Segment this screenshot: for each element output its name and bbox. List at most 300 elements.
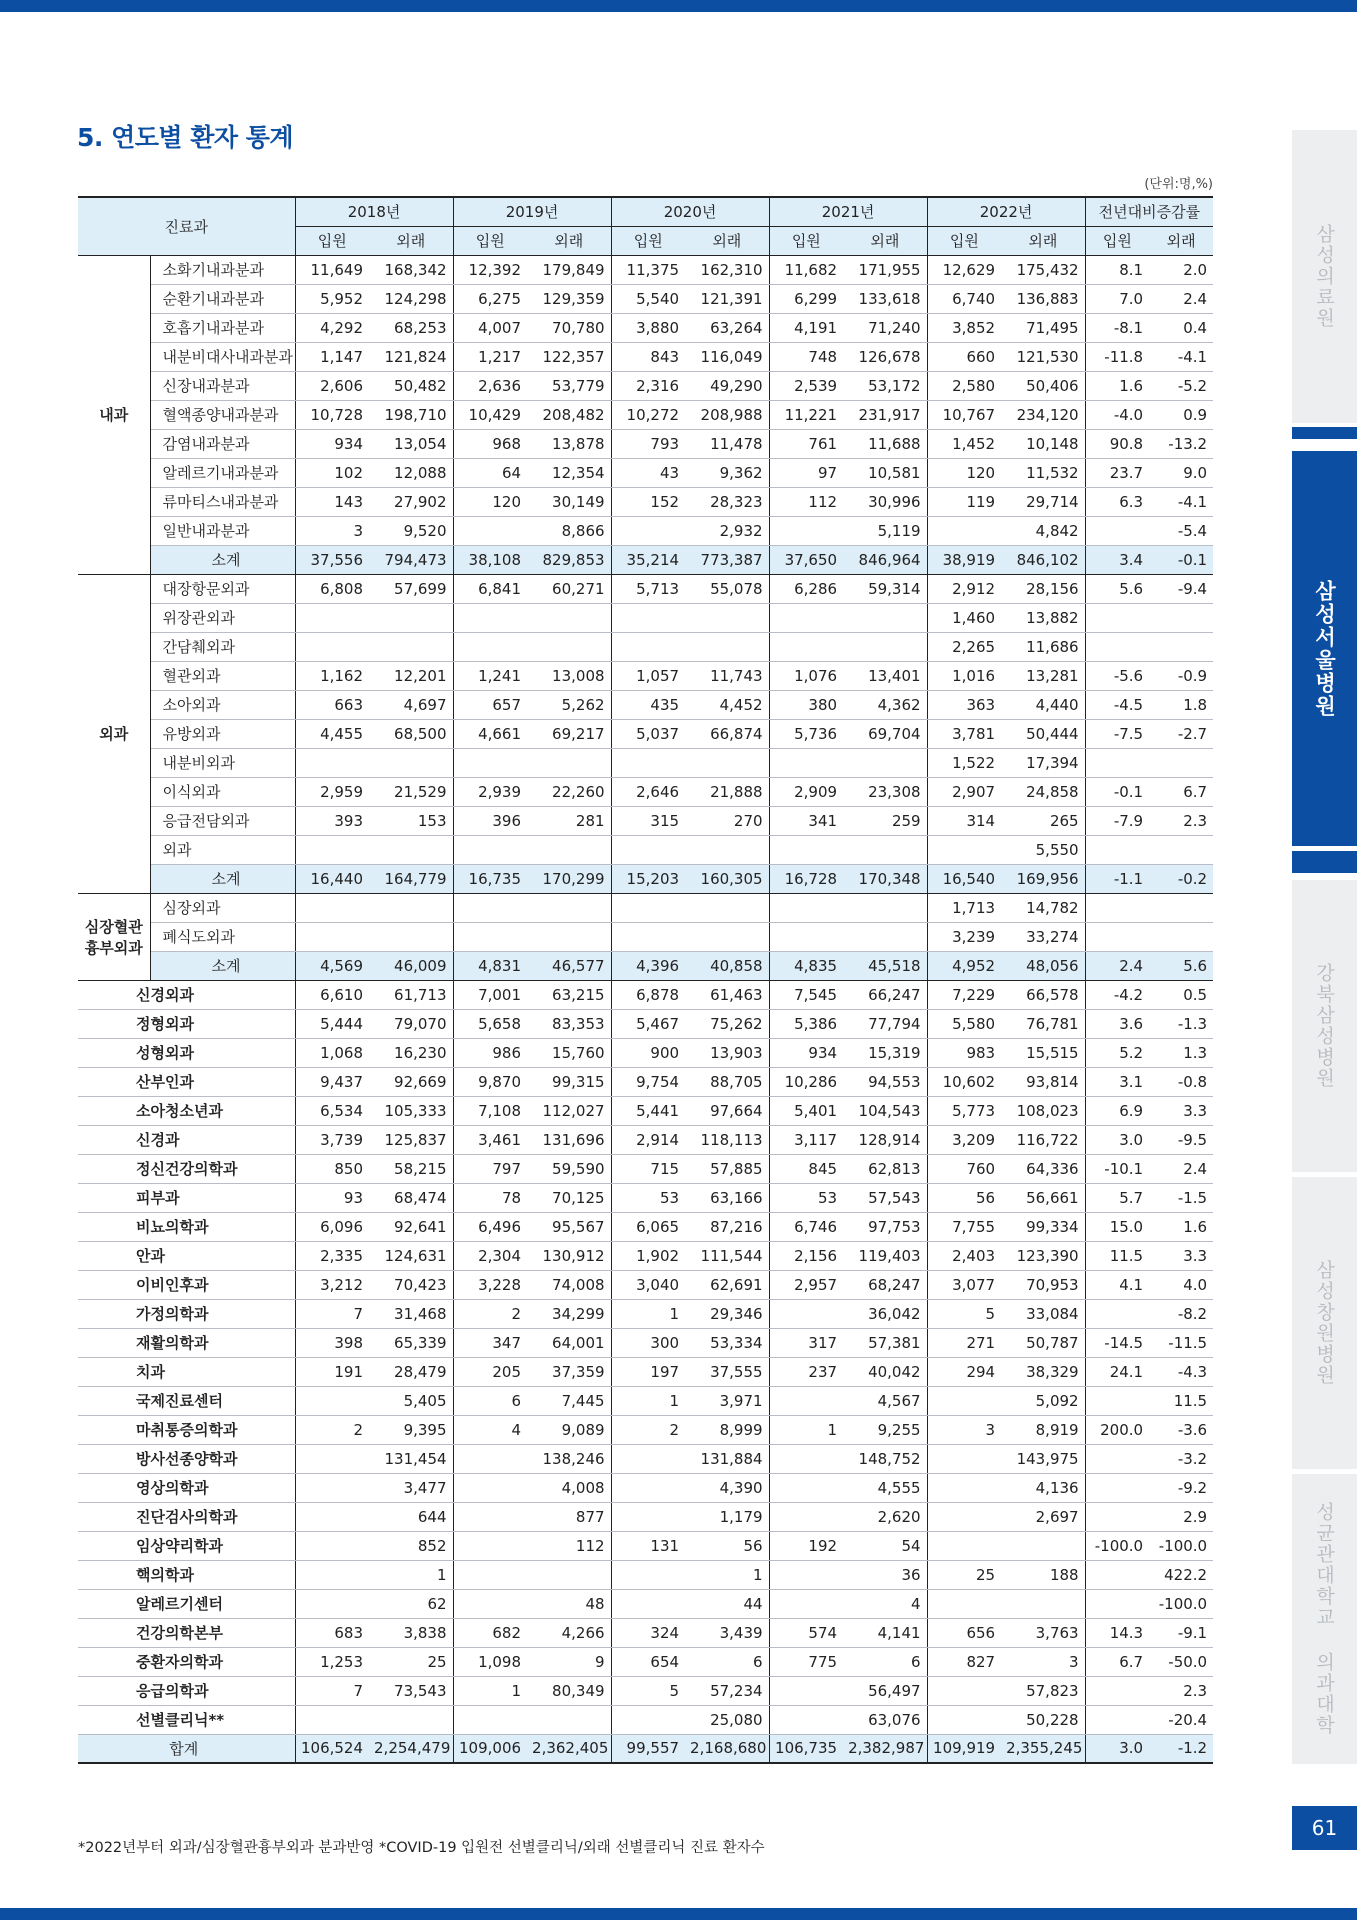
value-cell: 4,191 bbox=[769, 313, 843, 342]
value-cell: 83,353 bbox=[527, 1009, 611, 1038]
value-cell: 10,602 bbox=[927, 1067, 1001, 1096]
value-cell bbox=[295, 893, 369, 922]
value-cell: 1,217 bbox=[453, 342, 527, 371]
category-cell: 내과 bbox=[78, 255, 150, 574]
table-row bbox=[78, 1386, 1213, 1415]
value-cell: 4 bbox=[843, 1589, 927, 1618]
value-cell: 131,884 bbox=[685, 1444, 769, 1473]
value-cell: -7.9 bbox=[1085, 806, 1149, 835]
value-cell: -5.2 bbox=[1149, 371, 1213, 400]
value-cell bbox=[295, 1560, 369, 1589]
value-cell: 164,779 bbox=[369, 864, 453, 893]
value-cell: -14.5 bbox=[1085, 1328, 1149, 1357]
value-cell: 3.0 bbox=[1085, 1734, 1149, 1763]
value-cell: 4,455 bbox=[295, 719, 369, 748]
value-cell: 3.3 bbox=[1149, 1241, 1213, 1270]
subdept-name: 응급전담외과 bbox=[150, 806, 295, 835]
subdept-name: 소화기내과분과 bbox=[150, 255, 295, 284]
header-inpatient: 입원 bbox=[769, 226, 843, 255]
value-cell: 28,323 bbox=[685, 487, 769, 516]
patient-stats-table bbox=[78, 196, 1213, 1764]
table-row bbox=[78, 893, 1213, 922]
value-cell bbox=[611, 1444, 685, 1473]
value-cell: 119 bbox=[927, 487, 1001, 516]
value-cell: 112 bbox=[527, 1531, 611, 1560]
value-cell: 6.9 bbox=[1085, 1096, 1149, 1125]
value-cell bbox=[769, 922, 843, 951]
value-cell bbox=[453, 835, 527, 864]
value-cell: 192 bbox=[769, 1531, 843, 1560]
value-cell: 2.0 bbox=[1149, 255, 1213, 284]
value-cell: 6,610 bbox=[295, 980, 369, 1009]
value-cell bbox=[295, 1589, 369, 1618]
value-cell bbox=[295, 748, 369, 777]
value-cell: 131 bbox=[611, 1531, 685, 1560]
value-cell bbox=[453, 1589, 527, 1618]
dept-name: 알레르기센터 bbox=[78, 1589, 295, 1618]
value-cell: 2,620 bbox=[843, 1502, 927, 1531]
table-row bbox=[78, 980, 1213, 1009]
value-cell: 2,403 bbox=[927, 1241, 1001, 1270]
value-cell: 68,474 bbox=[369, 1183, 453, 1212]
value-cell: 271 bbox=[927, 1328, 1001, 1357]
value-cell: 1 bbox=[611, 1386, 685, 1415]
value-cell: -4.5 bbox=[1085, 690, 1149, 719]
value-cell: 105,333 bbox=[369, 1096, 453, 1125]
value-cell: 793 bbox=[611, 429, 685, 458]
value-cell: 175,432 bbox=[1001, 255, 1085, 284]
value-cell: 122,357 bbox=[527, 342, 611, 371]
dept-name: 정신건강의학과 bbox=[78, 1154, 295, 1183]
value-cell: 7,545 bbox=[769, 980, 843, 1009]
header-outpatient: 외래 bbox=[1149, 226, 1213, 255]
value-cell: 1 bbox=[611, 1299, 685, 1328]
value-cell: 654 bbox=[611, 1647, 685, 1676]
value-cell bbox=[369, 922, 453, 951]
value-cell: 10,272 bbox=[611, 400, 685, 429]
value-cell bbox=[769, 1589, 843, 1618]
value-cell: 1,016 bbox=[927, 661, 1001, 690]
value-cell: 7,108 bbox=[453, 1096, 527, 1125]
value-cell: 208,482 bbox=[527, 400, 611, 429]
value-cell bbox=[453, 1560, 527, 1589]
value-cell: 5,773 bbox=[927, 1096, 1001, 1125]
dept-name: 소아청소년과 bbox=[78, 1096, 295, 1125]
value-cell: 6,746 bbox=[769, 1212, 843, 1241]
value-cell: 1,076 bbox=[769, 661, 843, 690]
value-cell: 57,823 bbox=[1001, 1676, 1085, 1705]
value-cell: 112,027 bbox=[527, 1096, 611, 1125]
subdept-name: 소아외과 bbox=[150, 690, 295, 719]
value-cell: 120 bbox=[453, 487, 527, 516]
value-cell: 197 bbox=[611, 1357, 685, 1386]
value-cell: 7,445 bbox=[527, 1386, 611, 1415]
value-cell: 4,661 bbox=[453, 719, 527, 748]
value-cell: 574 bbox=[769, 1618, 843, 1647]
value-cell: 64 bbox=[453, 458, 527, 487]
value-cell: 71,240 bbox=[843, 313, 927, 342]
value-cell: 70,780 bbox=[527, 313, 611, 342]
value-cell: -8.2 bbox=[1149, 1299, 1213, 1328]
value-cell: 50,787 bbox=[1001, 1328, 1085, 1357]
value-cell bbox=[453, 603, 527, 632]
subdept-name: 혈액종양내과분과 bbox=[150, 400, 295, 429]
header-inpatient: 입원 bbox=[1085, 226, 1149, 255]
value-cell: 69,704 bbox=[843, 719, 927, 748]
value-cell: 5,119 bbox=[843, 516, 927, 545]
value-cell: 237 bbox=[769, 1357, 843, 1386]
value-cell: 4,008 bbox=[527, 1473, 611, 1502]
value-cell: 66,247 bbox=[843, 980, 927, 1009]
dept-name: 산부인과 bbox=[78, 1067, 295, 1096]
subdept-name: 외과 bbox=[150, 835, 295, 864]
value-cell: 63,076 bbox=[843, 1705, 927, 1734]
table-row bbox=[78, 632, 1213, 661]
dept-name: 신경과 bbox=[78, 1125, 295, 1154]
value-cell: 11,532 bbox=[1001, 458, 1085, 487]
value-cell: 170,299 bbox=[527, 864, 611, 893]
dept-name: 안과 bbox=[78, 1241, 295, 1270]
table-row bbox=[78, 1241, 1213, 1270]
total-label: 합계 bbox=[78, 1734, 295, 1763]
value-cell bbox=[685, 835, 769, 864]
table-row bbox=[78, 1415, 1213, 1444]
value-cell: -4.1 bbox=[1149, 487, 1213, 516]
value-cell: 1.6 bbox=[1149, 1212, 1213, 1241]
value-cell: 393 bbox=[295, 806, 369, 835]
dept-name: 응급의학과 bbox=[78, 1676, 295, 1705]
value-cell bbox=[769, 1560, 843, 1589]
value-cell: 53,334 bbox=[685, 1328, 769, 1357]
value-cell: 54 bbox=[843, 1531, 927, 1560]
value-cell: 121,530 bbox=[1001, 342, 1085, 371]
value-cell: 317 bbox=[769, 1328, 843, 1357]
dept-name: 진단검사의학과 bbox=[78, 1502, 295, 1531]
table-body bbox=[78, 255, 1213, 1763]
dept-name: 영상의학과 bbox=[78, 1473, 295, 1502]
header-year: 2018년 bbox=[295, 197, 453, 226]
value-cell: 0.9 bbox=[1149, 400, 1213, 429]
value-cell bbox=[769, 1705, 843, 1734]
value-cell bbox=[295, 1473, 369, 1502]
value-cell: 2,316 bbox=[611, 371, 685, 400]
value-cell: 24.1 bbox=[1085, 1357, 1149, 1386]
value-cell: 12,629 bbox=[927, 255, 1001, 284]
value-cell bbox=[1085, 748, 1149, 777]
table-row bbox=[78, 1009, 1213, 1038]
value-cell: 56 bbox=[685, 1531, 769, 1560]
value-cell: -100.0 bbox=[1149, 1589, 1213, 1618]
value-cell: 75,262 bbox=[685, 1009, 769, 1038]
value-cell bbox=[1149, 922, 1213, 951]
value-cell: 92,641 bbox=[369, 1212, 453, 1241]
value-cell: -0.9 bbox=[1149, 661, 1213, 690]
side-tab-skku-medicine[interactable] bbox=[1292, 1474, 1357, 1764]
value-cell: 8,999 bbox=[685, 1415, 769, 1444]
side-tab-samsung-seoul-hospital[interactable] bbox=[1292, 451, 1357, 846]
value-cell: 11,649 bbox=[295, 255, 369, 284]
value-cell: 934 bbox=[769, 1038, 843, 1067]
value-cell: 74,008 bbox=[527, 1270, 611, 1299]
dept-name: 임상약리학과 bbox=[78, 1531, 295, 1560]
bottom-accent-bar bbox=[0, 1908, 1357, 1920]
value-cell: 5,550 bbox=[1001, 835, 1085, 864]
value-cell bbox=[1149, 603, 1213, 632]
value-cell: 31,468 bbox=[369, 1299, 453, 1328]
value-cell: 112 bbox=[769, 487, 843, 516]
value-cell: -9.4 bbox=[1149, 574, 1213, 603]
header-year: 2020년 bbox=[611, 197, 769, 226]
value-cell: 2,697 bbox=[1001, 1502, 1085, 1531]
value-cell: 4,266 bbox=[527, 1618, 611, 1647]
side-tab-accent-bottom bbox=[1292, 851, 1357, 873]
value-cell: 104,543 bbox=[843, 1096, 927, 1125]
value-cell: 3,852 bbox=[927, 313, 1001, 342]
value-cell: 9,870 bbox=[453, 1067, 527, 1096]
value-cell bbox=[927, 1473, 1001, 1502]
value-cell: 70,125 bbox=[527, 1183, 611, 1212]
value-cell: -11.5 bbox=[1149, 1328, 1213, 1357]
side-tab-label: 삼성의료원 bbox=[1313, 224, 1335, 329]
value-cell: 1 bbox=[369, 1560, 453, 1589]
value-cell: 12,354 bbox=[527, 458, 611, 487]
value-cell: 102 bbox=[295, 458, 369, 487]
value-cell bbox=[927, 1676, 1001, 1705]
value-cell: -0.8 bbox=[1149, 1067, 1213, 1096]
value-cell bbox=[1001, 1589, 1085, 1618]
value-cell: 341 bbox=[769, 806, 843, 835]
table-row bbox=[78, 1212, 1213, 1241]
value-cell: 125,837 bbox=[369, 1125, 453, 1154]
value-cell bbox=[611, 922, 685, 951]
value-cell: 8,919 bbox=[1001, 1415, 1085, 1444]
value-cell: 93 bbox=[295, 1183, 369, 1212]
value-cell: 16,230 bbox=[369, 1038, 453, 1067]
value-cell: 4,452 bbox=[685, 690, 769, 719]
table-row bbox=[78, 1096, 1213, 1125]
value-cell: 2,939 bbox=[453, 777, 527, 806]
value-cell: 1,452 bbox=[927, 429, 1001, 458]
value-cell: 130,912 bbox=[527, 1241, 611, 1270]
value-cell bbox=[369, 748, 453, 777]
value-cell: 13,878 bbox=[527, 429, 611, 458]
value-cell: 45,518 bbox=[843, 951, 927, 980]
value-cell: 208,988 bbox=[685, 400, 769, 429]
value-cell bbox=[685, 603, 769, 632]
value-cell: 7,229 bbox=[927, 980, 1001, 1009]
value-cell bbox=[453, 1705, 527, 1734]
dept-name: 피부과 bbox=[78, 1183, 295, 1212]
value-cell: -2.7 bbox=[1149, 719, 1213, 748]
value-cell: -50.0 bbox=[1149, 1647, 1213, 1676]
dept-name: 국제진료센터 bbox=[78, 1386, 295, 1415]
value-cell: 61,463 bbox=[685, 980, 769, 1009]
value-cell: 5,736 bbox=[769, 719, 843, 748]
value-cell: 13,401 bbox=[843, 661, 927, 690]
value-cell: 1 bbox=[769, 1415, 843, 1444]
value-cell: 12,201 bbox=[369, 661, 453, 690]
value-cell: 23,308 bbox=[843, 777, 927, 806]
total-row bbox=[78, 1734, 1213, 1763]
value-cell: 4.0 bbox=[1149, 1270, 1213, 1299]
value-cell: 9,362 bbox=[685, 458, 769, 487]
subdept-name: 폐식도외과 bbox=[150, 922, 295, 951]
value-cell: -10.1 bbox=[1085, 1154, 1149, 1183]
subtotal-row bbox=[78, 951, 1213, 980]
value-cell: 5,401 bbox=[769, 1096, 843, 1125]
table-row bbox=[78, 777, 1213, 806]
value-cell: 1,522 bbox=[927, 748, 1001, 777]
value-cell: 10,767 bbox=[927, 400, 1001, 429]
value-cell: 40,858 bbox=[685, 951, 769, 980]
value-cell: 65,339 bbox=[369, 1328, 453, 1357]
value-cell: 120 bbox=[927, 458, 1001, 487]
value-cell: 99,334 bbox=[1001, 1212, 1085, 1241]
value-cell: 136,883 bbox=[1001, 284, 1085, 313]
value-cell: 3,077 bbox=[927, 1270, 1001, 1299]
value-cell: 11,686 bbox=[1001, 632, 1085, 661]
value-cell: 435 bbox=[611, 690, 685, 719]
value-cell: 396 bbox=[453, 806, 527, 835]
header-outpatient: 외래 bbox=[369, 226, 453, 255]
value-cell: 5 bbox=[611, 1676, 685, 1705]
value-cell: 2,912 bbox=[927, 574, 1001, 603]
value-cell: 3,228 bbox=[453, 1270, 527, 1299]
subdept-name: 유방외과 bbox=[150, 719, 295, 748]
value-cell: 2,254,479 bbox=[369, 1734, 453, 1763]
value-cell: -11.8 bbox=[1085, 342, 1149, 371]
value-cell bbox=[1085, 1386, 1149, 1415]
value-cell: 4.1 bbox=[1085, 1270, 1149, 1299]
table-row bbox=[78, 284, 1213, 313]
value-cell: 38,329 bbox=[1001, 1357, 1085, 1386]
value-cell: 62,691 bbox=[685, 1270, 769, 1299]
value-cell: 3,739 bbox=[295, 1125, 369, 1154]
subtotal-row bbox=[78, 545, 1213, 574]
value-cell: 69,217 bbox=[527, 719, 611, 748]
value-cell: 15.0 bbox=[1085, 1212, 1149, 1241]
table-row bbox=[78, 458, 1213, 487]
value-cell bbox=[927, 1589, 1001, 1618]
value-cell: 2 bbox=[611, 1415, 685, 1444]
value-cell bbox=[769, 835, 843, 864]
value-cell: 660 bbox=[927, 342, 1001, 371]
value-cell: 168,342 bbox=[369, 255, 453, 284]
value-cell: 4,136 bbox=[1001, 1473, 1085, 1502]
value-cell: 8.1 bbox=[1085, 255, 1149, 284]
value-cell bbox=[1149, 632, 1213, 661]
value-cell bbox=[369, 632, 453, 661]
value-cell: 6,275 bbox=[453, 284, 527, 313]
value-cell: 23.7 bbox=[1085, 458, 1149, 487]
value-cell: 50,406 bbox=[1001, 371, 1085, 400]
table-row bbox=[78, 255, 1213, 284]
value-cell: 170,348 bbox=[843, 864, 927, 893]
value-cell bbox=[611, 748, 685, 777]
value-cell: 25 bbox=[369, 1647, 453, 1676]
value-cell bbox=[611, 1560, 685, 1589]
value-cell: 1.6 bbox=[1085, 371, 1149, 400]
subdept-name: 위장관외과 bbox=[150, 603, 295, 632]
value-cell: 63,166 bbox=[685, 1183, 769, 1212]
side-tab-kangbuk-samsung-hospital[interactable] bbox=[1292, 880, 1357, 1172]
value-cell: 1.3 bbox=[1149, 1038, 1213, 1067]
value-cell: 4,842 bbox=[1001, 516, 1085, 545]
value-cell: 58,215 bbox=[369, 1154, 453, 1183]
side-tab-samsung-changwon-hospital[interactable] bbox=[1292, 1177, 1357, 1469]
side-tab-label: 성균관대학교 의과대학 bbox=[1313, 1502, 1335, 1736]
value-cell: 6 bbox=[685, 1647, 769, 1676]
header-outpatient: 외래 bbox=[685, 226, 769, 255]
value-cell: -5.4 bbox=[1149, 516, 1213, 545]
value-cell: 3 bbox=[1001, 1647, 1085, 1676]
table-row bbox=[78, 1589, 1213, 1618]
value-cell: 5,952 bbox=[295, 284, 369, 313]
value-cell: 57,234 bbox=[685, 1676, 769, 1705]
value-cell: 6,286 bbox=[769, 574, 843, 603]
value-cell: 4,390 bbox=[685, 1473, 769, 1502]
dept-name: 정형외과 bbox=[78, 1009, 295, 1038]
value-cell: 1,460 bbox=[927, 603, 1001, 632]
value-cell: 2,909 bbox=[769, 777, 843, 806]
value-cell: 4,292 bbox=[295, 313, 369, 342]
value-cell: 794,473 bbox=[369, 545, 453, 574]
value-cell: 143,975 bbox=[1001, 1444, 1085, 1473]
value-cell: 3.3 bbox=[1149, 1096, 1213, 1125]
value-cell: 21,888 bbox=[685, 777, 769, 806]
value-cell: 775 bbox=[769, 1647, 843, 1676]
value-cell: 900 bbox=[611, 1038, 685, 1067]
subdept-name: 대장항문외과 bbox=[150, 574, 295, 603]
value-cell bbox=[527, 922, 611, 951]
value-cell: 15,203 bbox=[611, 864, 685, 893]
value-cell: 99,557 bbox=[611, 1734, 685, 1763]
value-cell: 13,054 bbox=[369, 429, 453, 458]
value-cell: 34,299 bbox=[527, 1299, 611, 1328]
value-cell: -7.5 bbox=[1085, 719, 1149, 748]
dept-name: 선별클리닉** bbox=[78, 1705, 295, 1734]
value-cell: 15,515 bbox=[1001, 1038, 1085, 1067]
value-cell: 61,713 bbox=[369, 980, 453, 1009]
value-cell: 3.4 bbox=[1085, 545, 1149, 574]
value-cell: 28,156 bbox=[1001, 574, 1085, 603]
value-cell: 62 bbox=[369, 1589, 453, 1618]
side-tab-label: 강북삼성병원 bbox=[1313, 963, 1335, 1089]
value-cell bbox=[1085, 1560, 1149, 1589]
value-cell bbox=[843, 893, 927, 922]
subdept-name: 간담췌외과 bbox=[150, 632, 295, 661]
table-row bbox=[78, 748, 1213, 777]
header-year: 2019년 bbox=[453, 197, 611, 226]
value-cell: 11,478 bbox=[685, 429, 769, 458]
value-cell: 48 bbox=[527, 1589, 611, 1618]
value-cell: 121,391 bbox=[685, 284, 769, 313]
value-cell: 1,098 bbox=[453, 1647, 527, 1676]
value-cell: -4.1 bbox=[1149, 342, 1213, 371]
value-cell: 6,096 bbox=[295, 1212, 369, 1241]
value-cell: 748 bbox=[769, 342, 843, 371]
value-cell: 7,755 bbox=[927, 1212, 1001, 1241]
value-cell: 6.7 bbox=[1149, 777, 1213, 806]
value-cell: 97,753 bbox=[843, 1212, 927, 1241]
value-cell bbox=[685, 632, 769, 661]
value-cell bbox=[527, 1705, 611, 1734]
value-cell bbox=[769, 893, 843, 922]
value-cell: 57,699 bbox=[369, 574, 453, 603]
side-tab-samsung-medical-center[interactable] bbox=[1292, 130, 1357, 423]
value-cell: 0.4 bbox=[1149, 313, 1213, 342]
value-cell bbox=[927, 1531, 1001, 1560]
